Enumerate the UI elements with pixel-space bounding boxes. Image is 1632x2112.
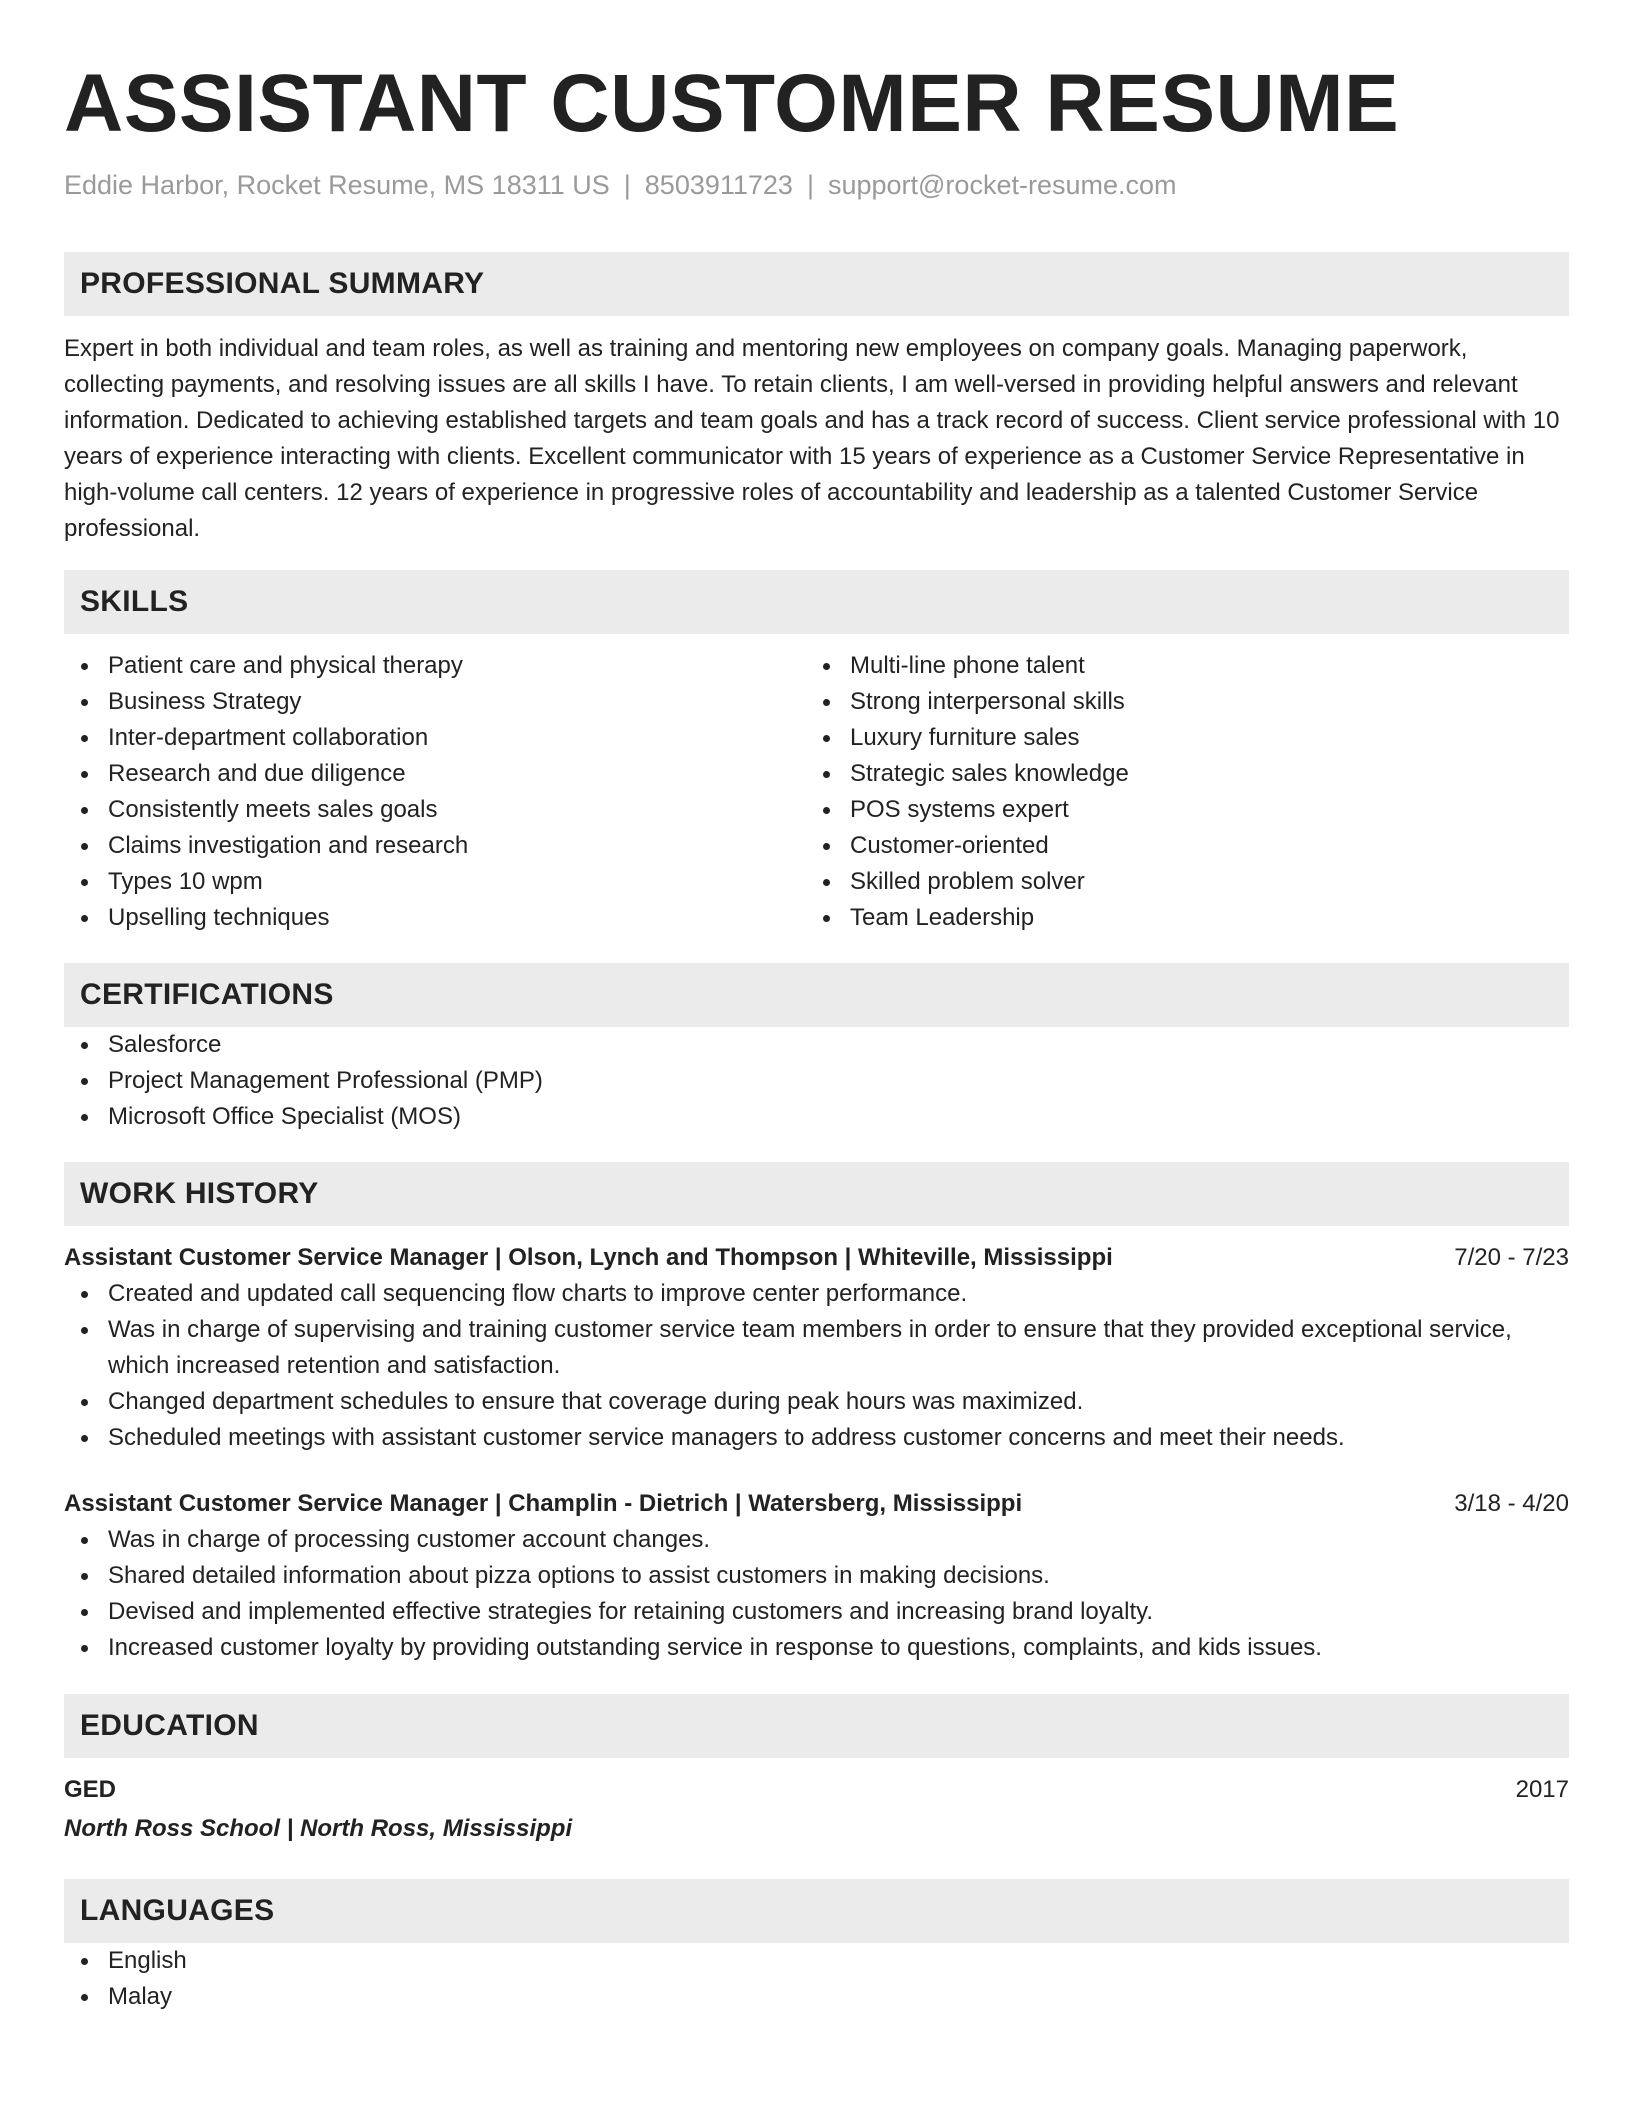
contact-address: Eddie Harbor, Rocket Resume, MS 18311 US: [64, 170, 610, 200]
job-bullet: Devised and implemented effective strategies for retaining customers and increasing brand loyalty.: [64, 1594, 1569, 1630]
certifications-heading: CERTIFICATIONS: [64, 963, 1569, 1027]
skills-list: [64, 648, 1569, 936]
certification-item: Microsoft Office Specialist (MOS): [64, 1099, 1569, 1135]
job-header: [64, 1240, 1569, 1276]
job-bullets: [64, 1276, 1569, 1456]
skill-item: Strong interpersonal skills: [806, 684, 1548, 720]
job-title: Assistant Customer Service Manager | Champlin - Dietrich | Watersberg, Mississippi: [64, 1490, 1023, 1517]
job-bullet: Changed department schedules to ensure that coverage during peak hours was maximized.: [64, 1384, 1569, 1420]
contact-phone: 8503911723: [644, 170, 793, 200]
certification-item: Project Management Professional (PMP): [64, 1063, 1569, 1099]
skill-item: Patient care and physical therapy: [64, 648, 806, 684]
contact-separator: |: [623, 170, 631, 200]
skill-item: Research and due diligence: [64, 756, 806, 792]
certification-item: Salesforce: [64, 1027, 1569, 1063]
skill-item: Claims investigation and research: [64, 828, 806, 864]
job-bullet: Shared detailed information about pizza options to assist customers in making decisions.: [64, 1558, 1569, 1594]
skill-item: Customer-oriented: [806, 828, 1548, 864]
language-item: English: [64, 1943, 1569, 1979]
job-title: Assistant Customer Service Manager | Olson, Lynch and Thompson | Whiteville, Mississippi: [64, 1244, 1113, 1271]
skills-column-left: [64, 648, 806, 936]
job-dates: 7/20 - 7/23: [1454, 1244, 1569, 1271]
job-bullets: [64, 1522, 1569, 1666]
education-school: North Ross School | North Ross, Mississippi: [64, 1815, 573, 1842]
skill-item: Inter-department collaboration: [64, 720, 806, 756]
skill-item: Skilled problem solver: [806, 864, 1548, 900]
resume-title: ASSISTANT CUSTOMER RESUME: [64, 58, 1400, 149]
skill-item: Luxury furniture sales: [806, 720, 1548, 756]
education-heading: EDUCATION: [64, 1694, 1569, 1758]
job-bullet: Increased customer loyalty by providing outstanding service in response to questions, complaints, and kids issues.: [64, 1630, 1569, 1666]
job-bullet: Was in charge of supervising and training customer service team members in order to ensure that they provided exceptional service, which increased retention and satisfaction.: [64, 1312, 1569, 1384]
job-dates: 3/18 - 4/20: [1454, 1490, 1569, 1517]
certifications-list: [64, 1027, 1569, 1135]
skill-item: Business Strategy: [64, 684, 806, 720]
work-history-heading: WORK HISTORY: [64, 1162, 1569, 1226]
skill-item: Multi-line phone talent: [806, 648, 1548, 684]
skill-item: Upselling techniques: [64, 900, 806, 936]
education-year: 2017: [1515, 1776, 1569, 1803]
job-bullet: Was in charge of processing customer account changes.: [64, 1522, 1569, 1558]
skill-item: Strategic sales knowledge: [806, 756, 1548, 792]
job-bullet: Created and updated call sequencing flow charts to improve center performance.: [64, 1276, 1569, 1312]
education-row: [64, 1772, 1569, 1808]
job-bullet: Scheduled meetings with assistant customer service managers to address customer concerns and meet their needs.: [64, 1420, 1569, 1456]
job-header: [64, 1486, 1569, 1522]
job-entry: [64, 1240, 1569, 1456]
skills-heading: SKILLS: [64, 570, 1569, 634]
job-entry: [64, 1486, 1569, 1666]
education-degree: GED: [64, 1776, 117, 1803]
skill-item: Team Leadership: [806, 900, 1548, 936]
languages-heading: LANGUAGES: [64, 1879, 1569, 1943]
summary-text: Expert in both individual and team roles, as well as training and mentoring new employees on company goals. Managing paperwork, collecting payments, and resolving issues are all skills I have. To retain clients, I am well-versed in providing helpful answers and relevant information. Dedicated to achieving established targets and team goals and has a track record of success. Client service professional with 10 years of experience interacting with clients. Excellent communicator with 15 years of experience as a Customer Service Representative in high-volume call centers. 12 years of experience in progressive roles of accountability and leadership as a talented Customer Service professional.: [64, 335, 1560, 542]
contact-email: support@rocket-resume.com: [827, 170, 1177, 200]
contact-separator: |: [806, 170, 814, 200]
languages-list: [64, 1943, 1569, 2015]
skill-item: Types 10 wpm: [64, 864, 806, 900]
language-item: Malay: [64, 1979, 1569, 2015]
contact-line: [64, 168, 1569, 202]
skills-column-right: [806, 648, 1548, 936]
skill-item: POS systems expert: [806, 792, 1548, 828]
skill-item: Consistently meets sales goals: [64, 792, 806, 828]
summary-heading: PROFESSIONAL SUMMARY: [64, 252, 1569, 316]
